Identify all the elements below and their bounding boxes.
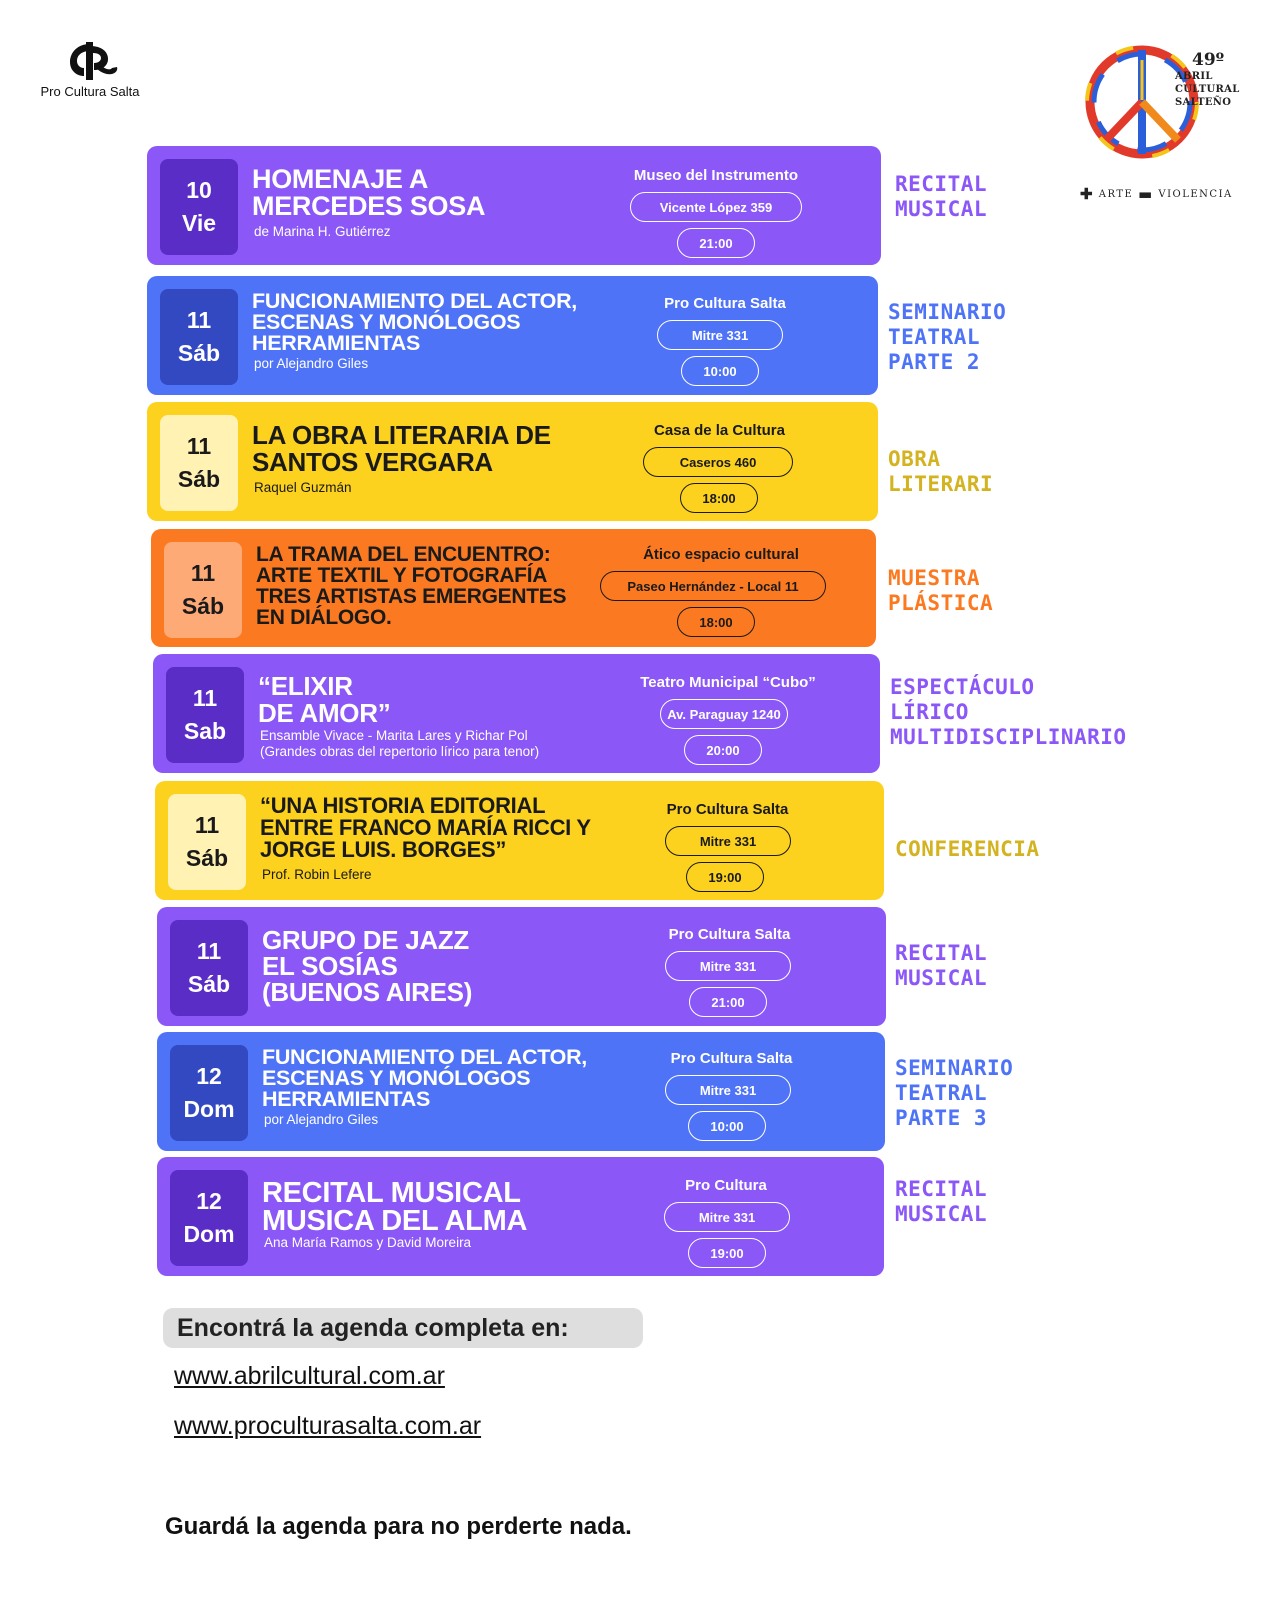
event-card xyxy=(147,402,878,521)
event-weekday: Dom xyxy=(183,1096,235,1122)
event-weekday: Sab xyxy=(183,718,227,744)
event-card xyxy=(155,781,884,900)
event-date xyxy=(160,289,238,385)
event-title-line: MERCEDES SOSA xyxy=(252,191,486,221)
event-category xyxy=(888,300,1006,375)
event-card xyxy=(151,529,876,647)
event-category xyxy=(888,566,993,616)
event-category-line: SEMINARIO xyxy=(888,300,1007,324)
event-time: 21:00 xyxy=(689,987,767,1017)
event-day: 12 xyxy=(196,1063,222,1089)
event-category-line: PARTE 2 xyxy=(888,350,981,374)
event-category-line: OBRA xyxy=(888,447,941,471)
event-category-line: MUSICAL xyxy=(895,966,988,990)
event-title xyxy=(252,422,551,476)
event-subtitle xyxy=(254,480,352,496)
event-day: 10 xyxy=(186,177,212,203)
event-title-line: SANTOS VERGARA xyxy=(252,447,493,477)
plus-icon: ✚ xyxy=(1080,185,1095,203)
event-title-line: ESCENAS Y MONÓLOGOS xyxy=(252,310,521,334)
event-time: 20:00 xyxy=(684,735,762,765)
minus-icon: ▬ xyxy=(1138,185,1154,203)
event-title-line: “ELIXIR xyxy=(258,671,353,701)
event-subtitle xyxy=(254,356,368,372)
event-date xyxy=(170,1045,248,1141)
tagline-right: VIOLENCIA xyxy=(1158,189,1233,200)
event-subtitle-line: por Alejandro Giles xyxy=(264,1112,379,1127)
event-weekday: Vie xyxy=(181,210,217,236)
tagline-left: ARTE xyxy=(1098,189,1134,200)
event-day: 11 xyxy=(186,307,212,333)
event-venue: Museo del Instrumento xyxy=(633,167,799,184)
event-venue: Casa de la Cultura xyxy=(654,422,785,439)
event-category-line: MULTIDISCIPLINARIO xyxy=(890,725,1127,749)
event-date xyxy=(164,542,242,638)
event-title-line: JORGE LUIS. BORGES” xyxy=(260,837,507,862)
event-title xyxy=(256,544,566,628)
event-date xyxy=(160,415,238,511)
event-day: 11 xyxy=(192,685,218,711)
event-time: 18:00 xyxy=(677,607,755,637)
event-day: 11 xyxy=(190,560,216,586)
event-subtitle xyxy=(254,224,391,240)
link-abril-cultural[interactable]: www.abrilcultural.com.ar xyxy=(174,1362,445,1390)
event-category-line: TEATRAL xyxy=(888,325,981,349)
event-title-line: ESCENAS Y MONÓLOGOS xyxy=(262,1066,531,1090)
event-address: Caseros 460 xyxy=(643,447,793,477)
event-title-line: EL SOSÍAS xyxy=(262,951,398,981)
tagline xyxy=(1080,185,1270,203)
event-category-line: SEMINARIO xyxy=(895,1056,1014,1080)
event-category xyxy=(890,675,1127,750)
event-address: Av. Paraguay 1240 xyxy=(660,699,788,729)
event-title xyxy=(252,291,577,354)
event-title-line: “UNA HISTORIA EDITORIAL xyxy=(260,793,546,818)
edition-line-3: SALTEÑO xyxy=(1175,97,1232,108)
event-date xyxy=(168,794,246,890)
event-title-line: FUNCIONAMIENTO DEL ACTOR, xyxy=(252,289,577,313)
closing-message: Guardá la agenda para no perderte nada. xyxy=(165,1513,632,1540)
event-category-line: RECITAL xyxy=(895,172,988,196)
edition-line-2: CULTURAL xyxy=(1175,84,1240,95)
edition-number: 49º xyxy=(1192,50,1225,70)
event-category xyxy=(888,447,993,497)
event-address: Vicente López 359 xyxy=(630,192,802,222)
event-card xyxy=(157,1157,884,1276)
event-date xyxy=(166,667,244,763)
event-date xyxy=(160,159,238,255)
event-title-line: MUSICA DEL ALMA xyxy=(262,1205,528,1237)
event-time: 19:00 xyxy=(688,1238,766,1268)
event-title-line: LA OBRA LITERARIA DE xyxy=(252,420,551,450)
event-address: Mitre 331 xyxy=(665,951,791,981)
event-time: 19:00 xyxy=(686,862,764,892)
event-title xyxy=(252,166,485,220)
event-venue: Pro Cultura Salta xyxy=(666,801,789,818)
event-title-line: DE AMOR” xyxy=(258,698,391,728)
event-category-line: MUSICAL xyxy=(895,1202,988,1226)
event-category-line: LÍRICO xyxy=(890,700,969,724)
event-card xyxy=(157,1032,885,1151)
event-subtitle xyxy=(264,1112,378,1128)
event-subtitle-line: de Marina H. Gutiérrez xyxy=(254,224,391,239)
event-subtitle-line: (Grandes obras del repertorio lírico para tenor) xyxy=(260,744,540,759)
event-category-line: RECITAL xyxy=(895,1177,988,1201)
event-category-line: PARTE 3 xyxy=(895,1106,988,1130)
event-weekday: Sáb xyxy=(181,593,225,619)
event-venue: Teatro Municipal “Cubo” xyxy=(640,674,816,691)
event-venue: Pro Cultura Salta xyxy=(664,295,786,312)
event-time: 10:00 xyxy=(681,356,759,386)
event-weekday: Sáb xyxy=(185,845,229,871)
event-title-line: RECITAL MUSICAL xyxy=(262,1177,521,1209)
event-title-line: LA TRAMA DEL ENCUENTRO: xyxy=(256,543,551,566)
event-venue: Ático espacio cultural xyxy=(643,546,799,563)
event-subtitle-line: Prof. Robin Lefere xyxy=(262,867,372,882)
event-address: Mitre 331 xyxy=(665,1075,791,1105)
event-category xyxy=(895,172,987,222)
event-title-line: TRES ARTISTAS EMERGENTES xyxy=(256,585,567,608)
event-time: 18:00 xyxy=(680,483,758,513)
event-title-line: FUNCIONAMIENTO DEL ACTOR, xyxy=(262,1045,587,1069)
event-date xyxy=(170,920,248,1016)
event-title-line: (BUENOS AIRES) xyxy=(262,977,473,1007)
event-category-line: CONFERENCIA xyxy=(895,837,1040,861)
event-category-line: ESPECTÁCULO xyxy=(890,675,1035,699)
event-subtitle-line: por Alejandro Giles xyxy=(254,356,369,371)
event-address: Mitre 331 xyxy=(665,826,791,856)
event-card xyxy=(153,654,880,773)
event-weekday: Sáb xyxy=(177,340,221,366)
event-subtitle xyxy=(260,728,539,760)
event-category-line: LITERARI xyxy=(888,472,994,496)
event-category-line: MUSICAL xyxy=(895,197,988,221)
event-title-line: HOMENAJE A xyxy=(252,164,429,194)
event-title-line: EN DIÁLOGO. xyxy=(256,606,392,629)
event-title-line: HERRAMIENTAS xyxy=(252,331,421,355)
event-weekday: Sáb xyxy=(187,971,231,997)
event-address: Paseo Hernández - Local 11 xyxy=(600,571,826,601)
event-address: Mitre 331 xyxy=(664,1202,790,1232)
event-time: 10:00 xyxy=(688,1111,766,1141)
event-category-line: PLÁSTICA xyxy=(888,591,994,615)
event-time: 21:00 xyxy=(677,228,755,258)
event-card xyxy=(147,146,881,265)
event-category xyxy=(895,837,1040,862)
event-title xyxy=(262,1047,587,1110)
event-subtitle xyxy=(264,1235,471,1251)
event-subtitle xyxy=(262,867,372,883)
event-category xyxy=(895,1177,987,1227)
event-title xyxy=(262,1179,527,1235)
event-subtitle-line: Raquel Guzmán xyxy=(254,480,352,495)
edition-line-1: ABRIL xyxy=(1175,71,1213,82)
event-title-line: GRUPO DE JAZZ xyxy=(262,925,470,955)
event-category-line: TEATRAL xyxy=(895,1081,988,1105)
event-title-line: HERRAMIENTAS xyxy=(262,1087,431,1111)
event-date xyxy=(170,1170,248,1266)
pro-cultura-logo-icon xyxy=(60,38,120,82)
pro-cultura-logo xyxy=(30,38,150,99)
event-title xyxy=(258,673,390,727)
event-category xyxy=(895,1056,1013,1131)
event-category-line: MUESTRA xyxy=(888,566,981,590)
pro-cultura-logo-text: Pro Cultura Salta xyxy=(40,84,140,99)
event-title xyxy=(262,927,472,1005)
event-subtitle-line: Ensamble Vivace - Marita Lares y Richar Pol xyxy=(260,728,528,743)
event-category xyxy=(895,941,987,991)
event-day: 11 xyxy=(186,433,212,459)
event-title-line: ENTRE FRANCO MARÍA RICCI Y xyxy=(260,815,591,840)
event-card xyxy=(147,276,878,395)
agenda-label: Encontrá la agenda completa en: xyxy=(163,1308,643,1348)
event-day: 12 xyxy=(196,1188,222,1214)
event-title-line: ARTE TEXTIL Y FOTOGRAFÍA xyxy=(256,564,548,587)
event-address: Mitre 331 xyxy=(657,320,783,350)
event-venue: Pro Cultura Salta xyxy=(668,926,791,943)
event-weekday: Dom xyxy=(183,1221,235,1247)
event-venue: Pro Cultura xyxy=(685,1177,767,1194)
event-card xyxy=(157,907,886,1026)
link-procultura-salta[interactable]: www.proculturasalta.com.ar xyxy=(174,1412,482,1440)
event-day: 11 xyxy=(196,938,222,964)
event-subtitle-line: Ana María Ramos y David Moreira xyxy=(264,1235,472,1250)
event-title xyxy=(260,795,591,861)
abril-cultural-logo xyxy=(1080,40,1260,210)
event-weekday: Sáb xyxy=(177,466,221,492)
event-day: 11 xyxy=(194,812,220,838)
event-venue: Pro Cultura Salta xyxy=(670,1050,793,1067)
event-category-line: RECITAL xyxy=(895,941,988,965)
